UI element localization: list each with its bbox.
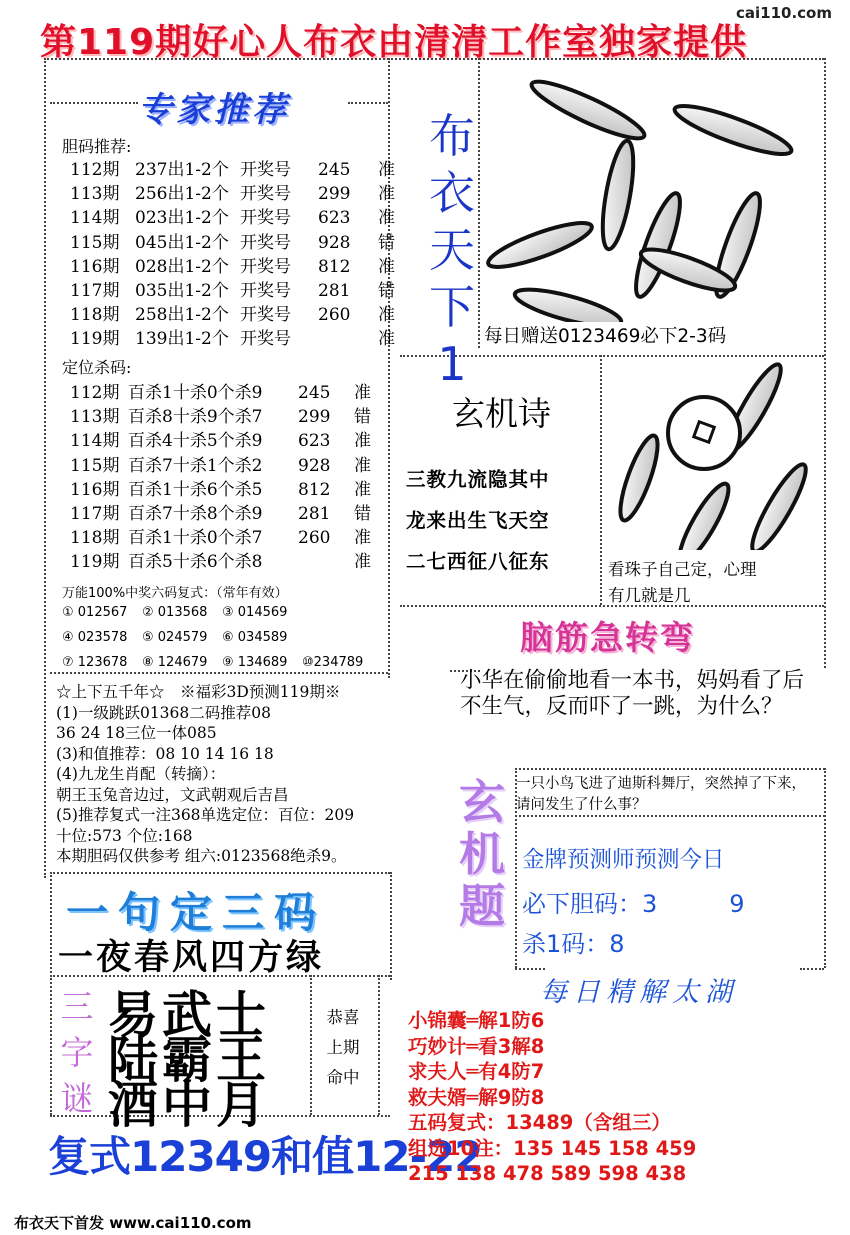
table-cell: 百杀1十杀6个杀5: [128, 479, 263, 500]
gongxi-3: 命中: [326, 1068, 360, 1087]
buyi-vertical: 布 衣 天 下 1: [429, 109, 475, 391]
poem-line-3: 二七西征八征东: [406, 550, 550, 573]
naojin-heading: 脑筋急转弯: [520, 618, 695, 657]
table-cell: 119期: [70, 552, 120, 573]
table-row: [70, 478, 371, 502]
six-code: ⑦ 123678: [62, 655, 128, 670]
table-cell: 028出1-2个: [135, 256, 229, 277]
dingwei-table: [70, 381, 371, 575]
taihu-line: 小锦囊═解1防6: [408, 1009, 545, 1032]
six-code: ③ 014569: [222, 605, 288, 620]
table-cell: 准: [354, 455, 371, 476]
table-cell: 百杀1十杀0个杀9: [128, 383, 263, 403]
table-row: [70, 158, 395, 182]
gongxi-1: 恭喜: [326, 1008, 360, 1027]
table-cell: 260: [318, 305, 351, 326]
table-cell: 281: [298, 504, 331, 525]
table-cell: 118期: [70, 528, 120, 549]
answer-1: 易武士: [108, 985, 270, 1044]
taihu-lines: [408, 1008, 696, 1187]
answer-3: 酒中月: [108, 1075, 270, 1134]
table-cell: 035出1-2个: [135, 281, 229, 302]
six-code-label: 万能100%中奖六码复式：（常年有效）: [62, 586, 288, 601]
six-code: ⑩234789: [302, 655, 364, 670]
beads-image-coin: [604, 358, 824, 550]
table-cell: 错: [378, 232, 395, 253]
table-cell: [298, 550, 354, 574]
fushi-text: 复式12349和值12-22: [48, 1132, 483, 1181]
table-cell: 百杀1十杀0个杀7: [128, 528, 263, 549]
poem-line-2: 龙来出生飞天空: [406, 509, 550, 532]
table-cell: 开奖号: [240, 329, 291, 350]
table-row: [70, 526, 371, 550]
predict-block: [56, 682, 354, 867]
table-cell: 116期: [70, 479, 120, 500]
table-cell: 准: [378, 184, 395, 205]
table-cell: 115期: [70, 455, 120, 476]
site-logo[interactable]: cai110.com: [736, 4, 832, 22]
six-code: ⑧ 124679: [142, 655, 208, 670]
table-cell: 准: [378, 160, 395, 180]
six-code: ⑥ 034589: [222, 630, 288, 645]
table-cell: 百杀7十杀1个杀2: [128, 455, 263, 476]
table-cell: 260: [298, 528, 331, 549]
dingwei-label: 定位杀码:: [62, 358, 132, 377]
table-cell: [318, 327, 378, 351]
xuanjiti-riddle: 一只小鸟飞进了迪斯科舞厅，突然掉了下来，请问发生了什么事？: [516, 776, 806, 813]
table-cell: 准: [378, 329, 395, 350]
table-cell: 117期: [70, 281, 120, 302]
footer-text: 布衣天下首发 www.cai110.com: [14, 1214, 252, 1232]
table-cell: 开奖号: [240, 232, 291, 253]
table-row: [70, 381, 371, 405]
table-cell: 准: [378, 256, 395, 277]
yiju-phrase: 一夜春风四方绿: [58, 938, 325, 978]
gold-title: 金牌预测师预测今日: [522, 847, 725, 873]
table-cell: 开奖号: [240, 281, 291, 302]
table-cell: 错: [354, 407, 371, 428]
predict-line: 十位:573 个位:168: [56, 826, 193, 845]
table-cell: 623: [298, 431, 331, 452]
table-cell: 245: [298, 383, 331, 403]
table-cell: 112期: [70, 160, 120, 180]
table-cell: 百杀5十杀6个杀8: [128, 552, 263, 573]
xuanji-heading: 玄机诗: [452, 394, 551, 433]
table-cell: 百杀8十杀9个杀7: [128, 407, 263, 428]
table-cell: 237出1-2个: [135, 160, 229, 180]
table-cell: 258出1-2个: [135, 305, 229, 326]
table-cell: 812: [318, 256, 351, 277]
six-code: ⑤ 024579: [142, 630, 208, 645]
xuanjiti-vertical: 玄 机 题: [459, 775, 505, 933]
table-cell: 928: [298, 455, 331, 476]
table-cell: 119期: [70, 329, 120, 350]
six-code: ④ 023578: [62, 630, 128, 645]
table-cell: 开奖号: [240, 305, 291, 326]
table-cell: 118期: [70, 305, 120, 326]
six-row: [62, 600, 382, 625]
table-cell: 114期: [70, 431, 120, 452]
table-cell: 112期: [70, 383, 120, 403]
six-code: ② 013568: [142, 605, 208, 620]
table-row: [70, 231, 395, 255]
table-cell: 准: [378, 208, 395, 229]
table-cell: 开奖号: [240, 208, 291, 229]
table-row: [70, 206, 395, 230]
danma-label: 胆码推荐:: [62, 137, 132, 156]
table-cell: 623: [318, 208, 351, 229]
predict-line: 本期胆码仅供参考 组六:0123568绝杀9。: [56, 847, 347, 865]
table-cell: 299: [318, 184, 351, 205]
six-row: [62, 625, 382, 650]
gongxi-2: 上期: [326, 1038, 360, 1057]
predict-line: ☆上下五千年☆ ※福彩3D预测119期※: [56, 683, 341, 701]
table-cell: 045出1-2个: [135, 232, 229, 253]
table-cell: 开奖号: [240, 256, 291, 277]
predict-line: 朝王玉兔音边过，文武朝观后吉昌: [56, 785, 289, 804]
table-row: [70, 327, 395, 351]
table-cell: 百杀4十杀5个杀9: [128, 431, 263, 452]
table-row: [70, 454, 371, 478]
table-cell: 准: [354, 479, 371, 500]
taihu-line: 求夫人═有4防7: [408, 1060, 545, 1083]
taihu-line: 五码复式：13489（含组三）: [408, 1111, 671, 1134]
table-cell: 准: [354, 383, 371, 403]
yiju-heading: 一句定三码: [66, 888, 327, 937]
table-cell: 116期: [70, 256, 120, 277]
table-cell: 准: [354, 431, 371, 452]
table-cell: 928: [318, 232, 351, 253]
taihu-line: 215 138 478 589 598 438: [408, 1162, 687, 1185]
table-cell: 准: [354, 552, 371, 573]
table-cell: 299: [298, 407, 331, 428]
predict-line: (1)一级跳跃01368二码推荐08: [56, 703, 271, 722]
table-cell: 114期: [70, 208, 120, 229]
table-cell: 开奖号: [240, 160, 291, 180]
table-cell: 256出1-2个: [135, 184, 229, 205]
table-cell: 023出1-2个: [135, 208, 229, 229]
table-row: [70, 303, 395, 327]
page-title: 第119期好心人布衣由清清工作室独家提供: [40, 22, 748, 63]
table-cell: 准: [354, 528, 371, 549]
danma-table: [70, 158, 395, 352]
table-row: [70, 429, 371, 453]
expert-heading: 专家推荐: [138, 90, 290, 130]
naojin-riddle: 小华在偷偷地看一本书，妈妈看了后不生气，反而吓了一跳，为什么？: [460, 668, 805, 719]
sanzimi-label: 三 字 谜: [60, 987, 94, 1118]
predict-line: (4)九龙生肖配（转摘）：: [56, 765, 226, 783]
table-cell: 812: [298, 479, 331, 500]
six-code-table: [62, 600, 382, 675]
gold-sha: 杀1码：8: [522, 930, 625, 958]
poem-line-1: 三教九流隐其中: [406, 468, 550, 491]
taihu-line: 救夫婿═解9防8: [408, 1085, 545, 1109]
table-cell: 139出1-2个: [135, 329, 229, 350]
taihu-line: 巧妙计═看3解8: [408, 1034, 545, 1058]
table-cell: 113期: [70, 407, 120, 428]
table-cell: 113期: [70, 184, 120, 205]
table-row: [70, 502, 371, 526]
table-cell: 115期: [70, 232, 120, 253]
six-row: [62, 650, 382, 675]
beads-image-top: [478, 60, 824, 322]
table-row: [70, 405, 371, 429]
answer-2: 陆霸王: [108, 1030, 270, 1089]
table-cell: 错: [378, 281, 395, 302]
table-row: [70, 182, 395, 206]
gift-text: 每日赠送0123469必下2-3码: [484, 326, 727, 347]
predict-line: (5)推荐复式一注368单选定位：百位：209: [56, 806, 355, 824]
six-code: ① 012567: [62, 605, 128, 620]
table-cell: 错: [354, 504, 371, 525]
gold-dan: 必下胆码：3 9: [522, 890, 745, 918]
hint-line-1: 看珠子自己定，心理: [608, 560, 757, 579]
table-row: [70, 255, 395, 279]
table-cell: 281: [318, 281, 351, 302]
six-code: ⑨ 134689: [222, 655, 288, 670]
table-row: [70, 550, 371, 574]
predict-line: (3)和值推荐：08 10 14 16 18: [56, 744, 274, 763]
taihu-heading: 每日精解太湖: [540, 977, 738, 1008]
table-cell: 准: [378, 305, 395, 326]
table-row: [70, 279, 395, 303]
hint-line-2: 有几就是几: [608, 586, 691, 605]
table-cell: 百杀7十杀8个杀9: [128, 504, 263, 525]
table-cell: 117期: [70, 504, 120, 525]
predict-line: 36 24 18三位一体085: [56, 724, 217, 742]
table-cell: 245: [318, 160, 351, 180]
taihu-line: 组选10注：135 145 158 459: [408, 1136, 697, 1160]
table-cell: 开奖号: [240, 184, 291, 205]
